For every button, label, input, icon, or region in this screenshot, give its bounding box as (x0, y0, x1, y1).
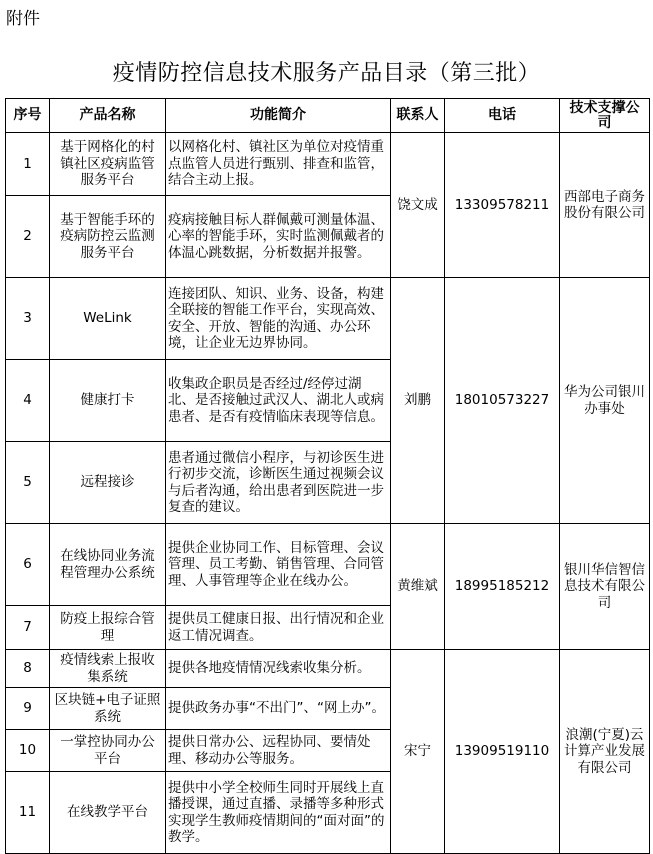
row-seq: 5 (6, 442, 50, 524)
table-row (6, 650, 650, 688)
row-function: 提供日常办公、远程协同、要情处理、移动办公等服务。 (166, 730, 391, 772)
header-phone: 电话 (445, 99, 560, 133)
row-product: 远程接诊 (50, 442, 166, 524)
row-seq: 8 (6, 650, 50, 688)
row-product: 在线协同业务流程管理办公系统 (50, 524, 166, 606)
row-seq: 7 (6, 606, 50, 650)
header-company (560, 99, 650, 133)
group-phone: 13309578211 (445, 133, 560, 278)
row-function: 收集政企职员是否经过/经停过湖北、是否接触过武汉人、湖北人或病患者、是否有疫情临床表现等信息。 (166, 360, 391, 442)
header-contact: 联系人 (391, 99, 445, 133)
row-function: 提供政务办事“不出门”、“网上办”。 (166, 688, 391, 730)
group-phone: 18010573227 (445, 278, 560, 524)
row-product: 一掌控协同办公平台 (50, 730, 166, 772)
row-seq: 9 (6, 688, 50, 730)
group-phone: 13909519110 (445, 650, 560, 854)
group-phone: 18995185212 (445, 524, 560, 650)
row-function: 提供员工健康日报、出行情况和企业返工情况调查。 (166, 606, 391, 650)
group-company: 西部电子商务股份有限公司 (560, 133, 650, 278)
row-seq: 11 (6, 772, 50, 854)
table-header-row (6, 99, 650, 133)
table-row (6, 524, 650, 606)
group-company: 华为公司银川办事处 (560, 278, 650, 524)
header-product: 产品名称 (50, 99, 166, 133)
row-seq: 6 (6, 524, 50, 606)
row-seq: 2 (6, 196, 50, 278)
header-seq: 序号 (6, 99, 50, 133)
product-catalog-table (5, 98, 650, 854)
row-function: 提供各地疫情情况线索收集分析。 (166, 650, 391, 688)
group-company: 浪潮(宁夏)云计算产业发展有限公司 (560, 650, 650, 854)
row-function: 连接团队、知识、业务、设备，构建全联接的智能工作平台，实现高效、安全、开放、智能的沟通、办公环境，让企业无边界协同。 (166, 278, 391, 360)
group-contact: 宋宁 (391, 650, 445, 854)
row-function: 疫病接触目标人群佩戴可测量体温、心率的智能手环，实时监测佩戴者的体温心跳数据，分析数据并报警。 (166, 196, 391, 278)
row-seq: 3 (6, 278, 50, 360)
attachment-label: 附件 (6, 9, 40, 29)
row-seq: 4 (6, 360, 50, 442)
row-function: 患者通过微信小程序，与初诊医生进行初步交流，诊断医生通过视频会议与后者沟通，给出患者到医院进一步复查的建议。 (166, 442, 391, 524)
row-product: 区块链+电子证照系统 (50, 688, 166, 730)
row-seq: 1 (6, 133, 50, 196)
row-product: 健康打卡 (50, 360, 166, 442)
row-product: 疫情线索上报收集系统 (50, 650, 166, 688)
header-function: 功能简介 (166, 99, 391, 133)
header-company-label: 技术支撑公司 (569, 99, 640, 131)
row-function: 提供中小学全校师生同时开展线上直播授课，通过直播、录播等多种形式实现学生教师疫情期间的“面对面”的教学。 (166, 772, 391, 854)
row-function: 以网格化村、镇社区为单位对疫情重点监管人员进行甄别、排查和监管，结合主动上报。 (166, 133, 391, 196)
table-row (6, 133, 650, 196)
group-contact: 黄维斌 (391, 524, 445, 650)
row-product: 基于网格化的村镇社区疫病监管服务平台 (50, 133, 166, 196)
row-product: 基于智能手环的疫病防控云监测服务平台 (50, 196, 166, 278)
row-seq: 10 (6, 730, 50, 772)
page-title: 疫情防控信息技术服务产品目录（第三批） (112, 61, 541, 86)
row-product: WeLink (50, 278, 166, 360)
table-row (6, 278, 650, 360)
group-contact: 刘鹏 (391, 278, 445, 524)
row-product: 在线教学平台 (50, 772, 166, 854)
group-contact: 饶文成 (391, 133, 445, 278)
row-product: 防疫上报综合管理 (50, 606, 166, 650)
row-function: 提供企业协同工作、目标管理、会议管理、员工考勤、销售管理、合同管理、人事管理等企业在线办公。 (166, 524, 391, 606)
group-company: 银川华信智信息技术有限公司 (560, 524, 650, 650)
